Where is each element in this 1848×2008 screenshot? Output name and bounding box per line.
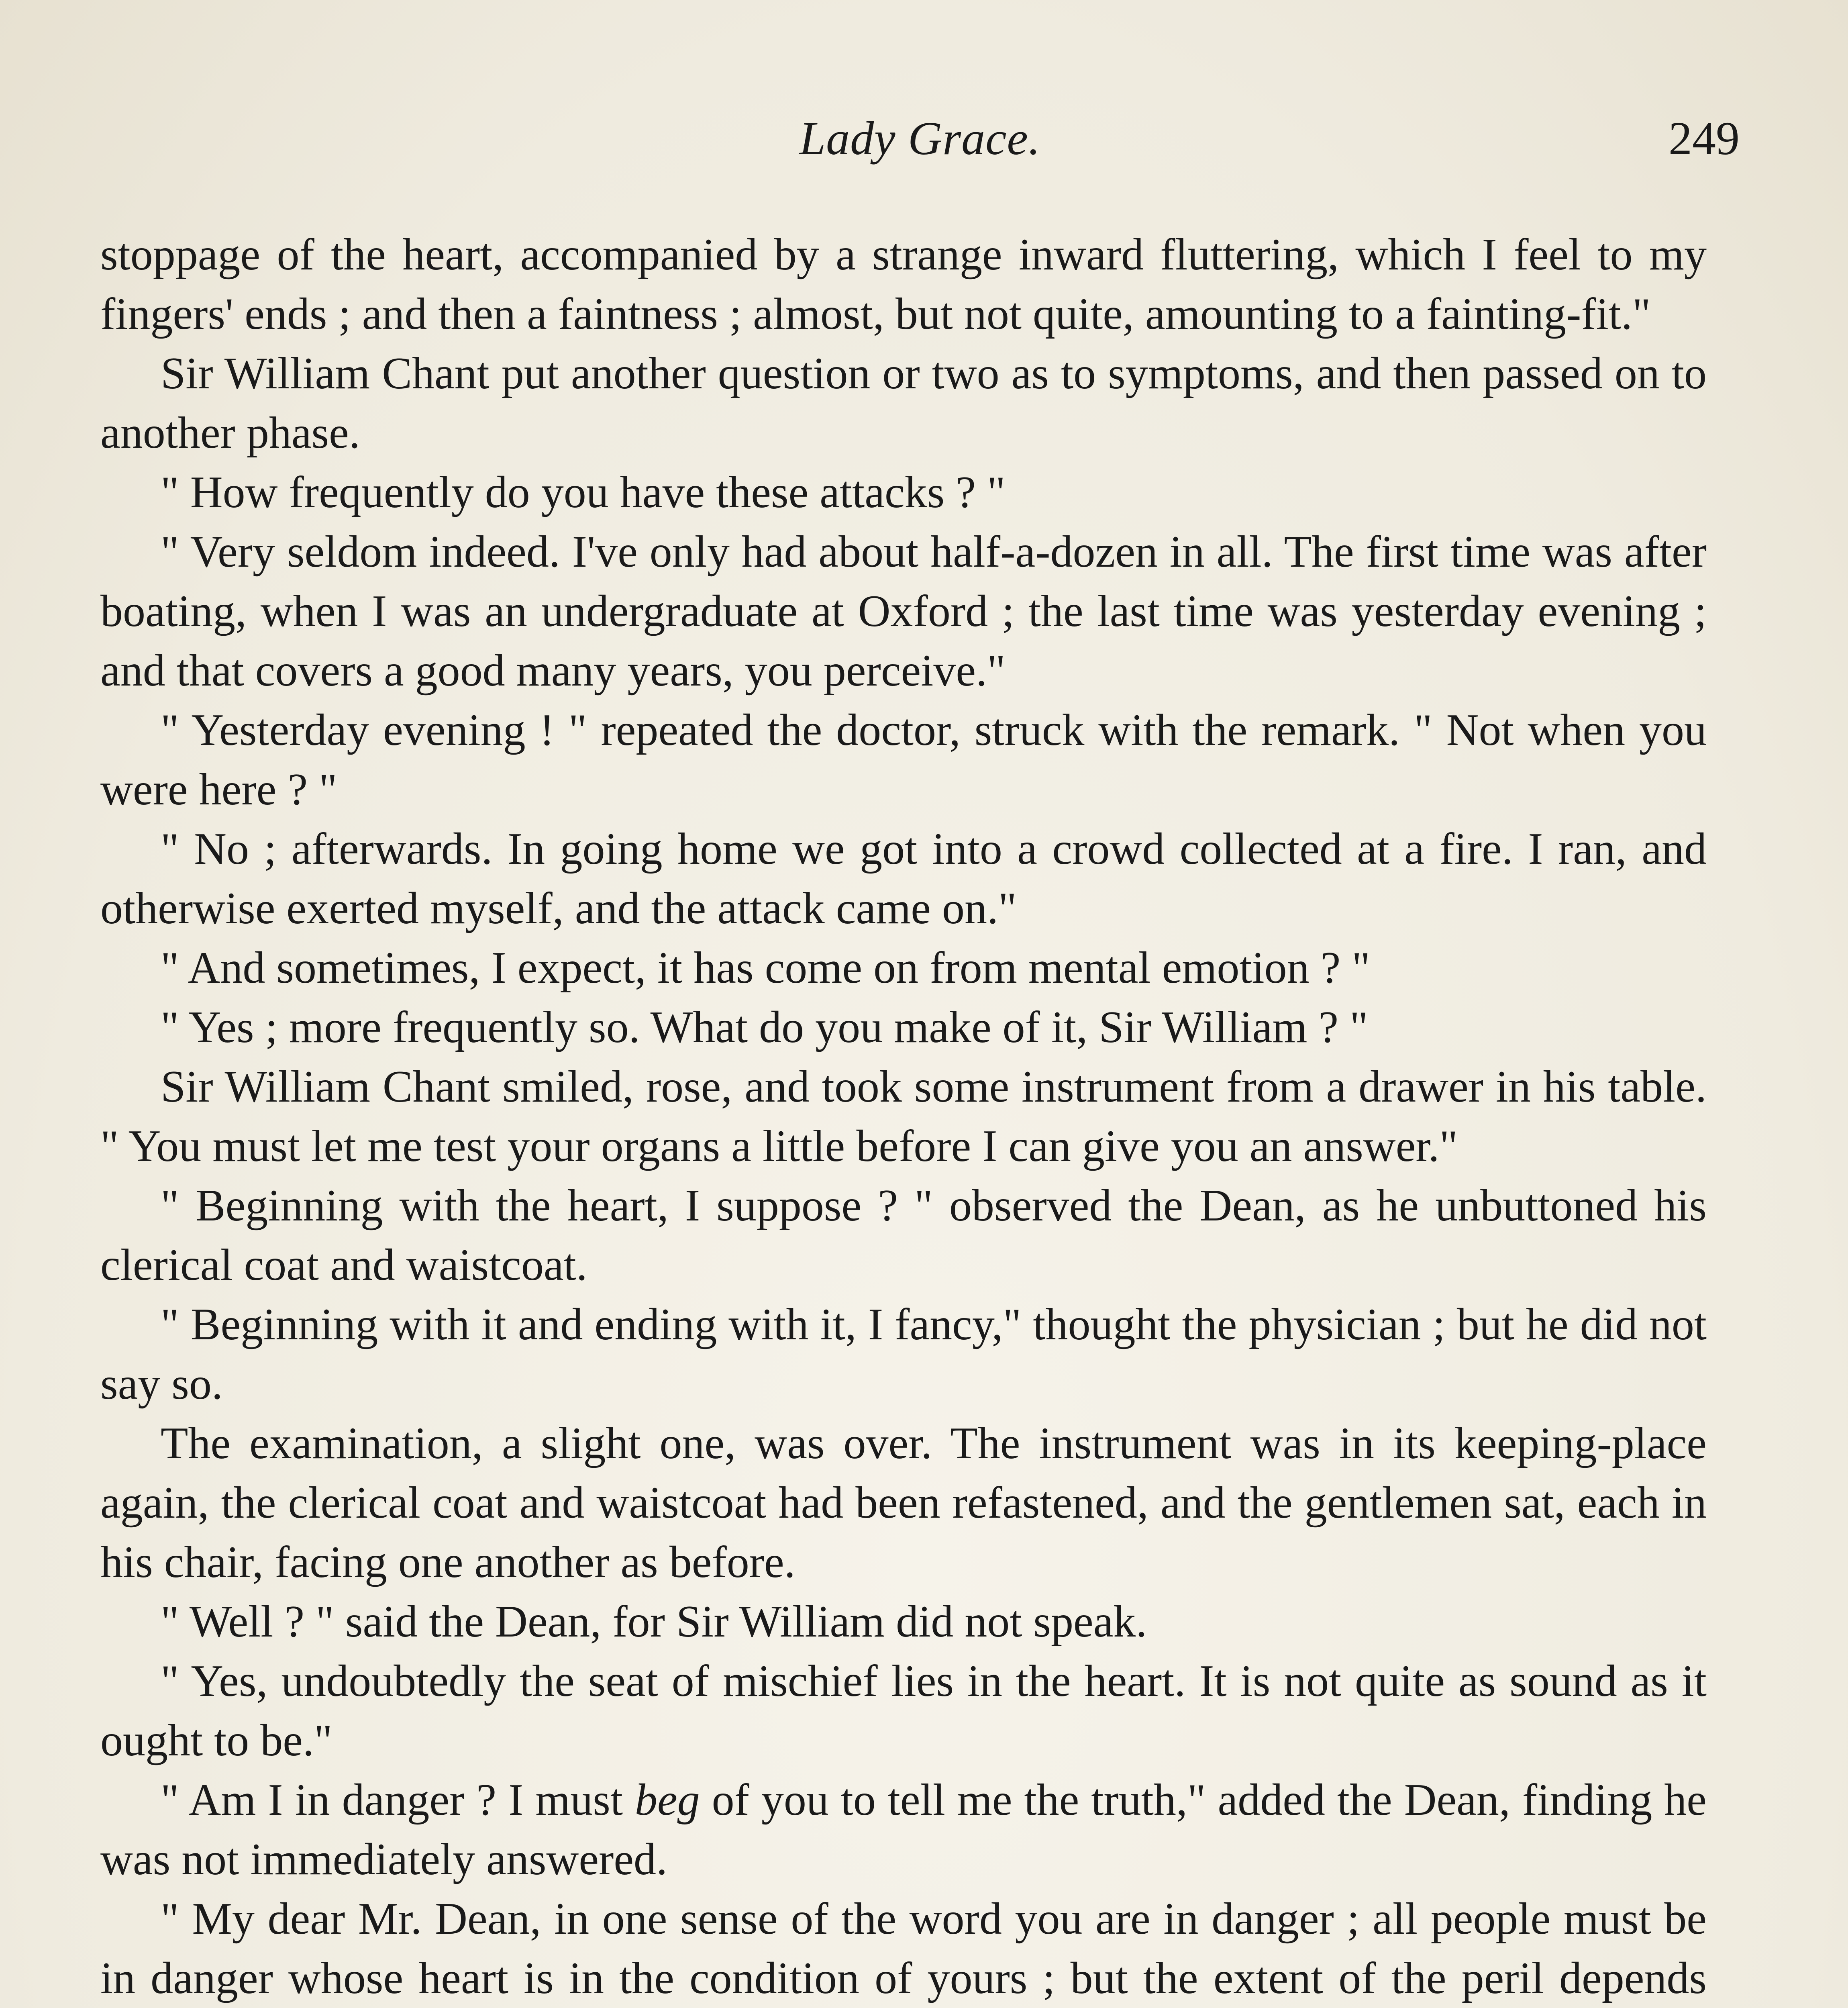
paragraph <box>100 1295 1707 1414</box>
paragraph <box>100 938 1707 998</box>
paragraph <box>100 700 1707 819</box>
paragraph-text: Sir William Chant put another question or two as to symptoms, and then passed on to another phase. <box>100 349 1707 458</box>
paragraph-text: The examination, a slight one, was over. The instrument was in its keeping-place again, the clerical coat and waistcoat had been refastened, and the gentlemen sat, each in his chair, facing one another as before. <box>100 1418 1707 1587</box>
paragraph <box>100 1889 1707 2008</box>
paragraph-text: " Yes, undoubtedly the seat of mischief lies in the heart. It is not quite as sound as it ought to be." <box>100 1656 1707 1765</box>
running-title: Lady Grace. <box>799 112 1041 165</box>
paragraph <box>100 1057 1707 1176</box>
page-number: 249 <box>1669 112 1740 165</box>
paragraph <box>100 1592 1707 1651</box>
paragraph-text: " My dear Mr. Dean, in one sense of the word you are in danger ; all people must be in danger whose heart is in the condition of yours ; but the extent of the peril depends <box>100 1894 1707 2003</box>
paragraph-text: Sir William Chant smiled, rose, and took some instrument from a drawer in his table. " You must let me test your organs a little before I can give you an answer." <box>100 1062 1707 1171</box>
body-text <box>100 225 1707 2008</box>
paragraph <box>100 225 1707 344</box>
paragraph-text: " Well ? " said the Dean, for Sir William did not speak. <box>161 1597 1147 1647</box>
paragraph <box>100 819 1707 938</box>
paragraph <box>100 1176 1707 1295</box>
paragraph-text: " Beginning with it and ending with it, I fancy," thought the physician ; but he did not say so. <box>100 1300 1707 1409</box>
paragraph-text: " No ; afterwards. In going home we got into a crowd collected at a fire. I ran, and otherwise exerted myself, and the attack came on." <box>100 824 1707 933</box>
paragraph-text: stoppage of the heart, accompanied by a strange inward fluttering, which I feel to my fingers' ends ; and then a faintness ; almost, but not quite, amounting to a fainting-fit." <box>100 230 1707 339</box>
paragraph <box>100 1414 1707 1592</box>
paragraph <box>100 463 1707 522</box>
paragraph <box>100 1770 1707 1889</box>
paragraph <box>100 1651 1707 1770</box>
emphasis-text: beg <box>634 1775 700 1825</box>
running-head <box>100 108 1740 177</box>
paragraph-text: " Yesterday evening ! " repeated the doctor, struck with the remark. " Not when you were here ? " <box>100 705 1707 814</box>
paragraph <box>100 998 1707 1057</box>
paragraph <box>100 522 1707 700</box>
paragraph <box>100 344 1707 463</box>
paragraph-text: " And sometimes, I expect, it has come on from mental emotion ? " <box>161 943 1371 993</box>
paragraph-text: " Yes ; more frequently so. What do you make of it, Sir William ? " <box>161 1002 1368 1052</box>
paragraph-text: of you to tell me the truth," added the Dean, finding he was not immediately answered. <box>100 1775 1707 1884</box>
paragraph-text: " How frequently do you have these attacks ? " <box>161 467 1006 517</box>
paragraph-text: " Beginning with the heart, I suppose ? " observed the Dean, as he unbuttoned his clerical coat and waistcoat. <box>100 1181 1707 1290</box>
paragraph-text: " Am I in danger ? I must <box>161 1775 635 1825</box>
paragraph-text: " Very seldom indeed. I've only had about half-a-dozen in all. The first time was after boating, when I was an undergraduate at Oxford ; the last time was yesterday evening ; and that covers a good many years, you perceive." <box>100 527 1707 696</box>
